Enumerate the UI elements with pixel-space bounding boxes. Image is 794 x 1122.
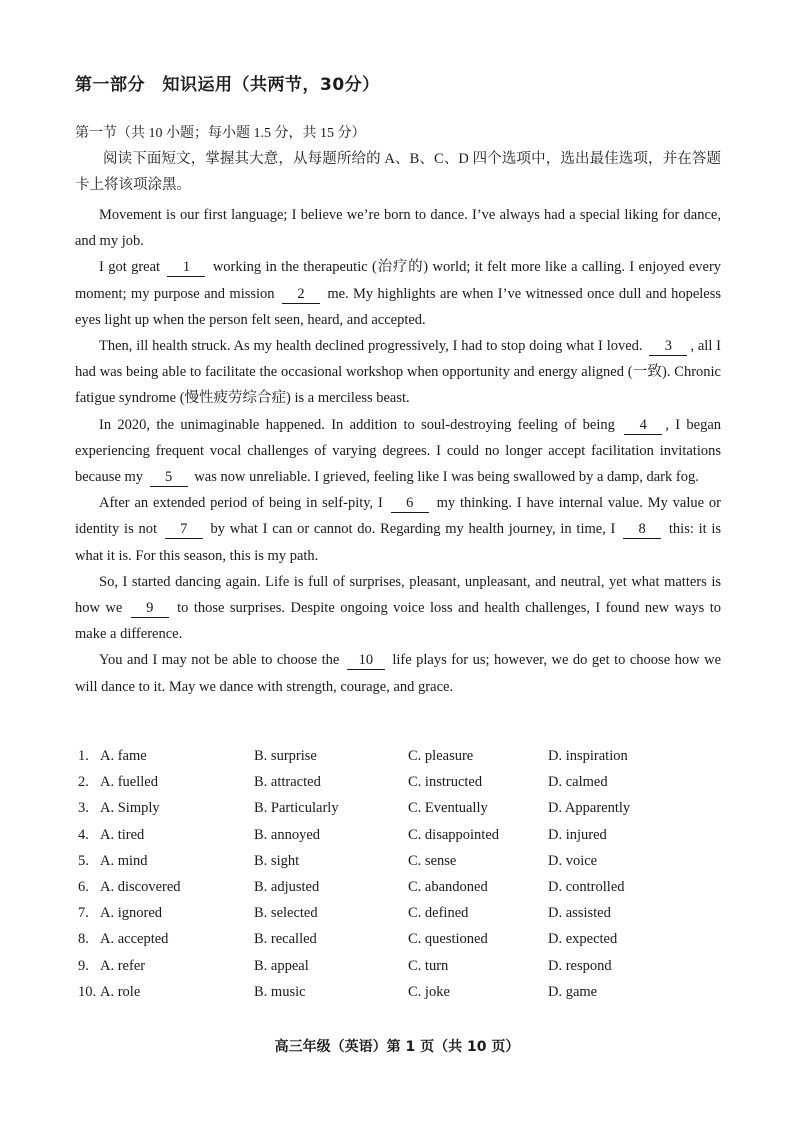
option-c: C. pleasure — [408, 748, 474, 764]
text-segment: I got great — [99, 259, 161, 276]
text-segment: Then, ill health struck. As my health declined progressively, I had to stop doing what I loved. — [99, 338, 643, 355]
option-a: A. refer — [100, 957, 146, 974]
option-row — [78, 748, 738, 774]
question-number: 5. — [78, 852, 89, 869]
option-a: A. ignored — [100, 905, 163, 922]
text-segment: this: it is what it is. For this season, this is my path. — [75, 521, 722, 564]
option-d: D. game — [548, 983, 598, 1000]
option-c: C. sense — [408, 852, 457, 869]
blank-1: 1 — [167, 259, 205, 277]
option-row — [78, 853, 738, 879]
text-segment: You and I may not be able to choose the — [99, 652, 340, 669]
blank-10: 10 — [347, 652, 385, 670]
blank-3: 3 — [649, 338, 687, 356]
paragraph-3 — [75, 333, 721, 412]
option-d: D. calmed — [548, 774, 608, 791]
text-segment: In 2020, the unimaginable happened. In addition to soul-destroying feeling of being — [99, 416, 615, 433]
text-segment: , I began experiencing frequent vocal challenges of varying degrees. I could no longer accept facilitation invitations because my — [75, 416, 722, 486]
option-c: C. abandoned — [408, 878, 488, 895]
subsection-title: 第一节（共 10 小题；每小题 1.5 分，共 15 分） — [75, 126, 366, 141]
option-b: B. Particularly — [254, 800, 339, 817]
option-c: C. questioned — [408, 931, 488, 948]
cloze-passage — [75, 202, 721, 700]
section-title: 第一部分 知识运用（共两节，30分） — [75, 75, 380, 95]
option-row — [78, 958, 738, 984]
blank-2: 2 — [282, 286, 320, 304]
option-b: B. annoyed — [254, 826, 321, 843]
question-number: 4. — [78, 826, 89, 843]
option-row — [78, 800, 738, 826]
option-a: A. mind — [100, 852, 148, 869]
paragraph-2 — [75, 254, 721, 333]
option-b: B. recalled — [254, 931, 317, 948]
option-row — [78, 984, 738, 1010]
option-d: D. assisted — [548, 905, 611, 922]
option-a: A. fuelled — [100, 774, 158, 791]
option-d: D. respond — [548, 957, 612, 974]
blank-7: 7 — [165, 521, 203, 539]
option-c: C. defined — [408, 905, 469, 922]
option-a: A. accepted — [100, 931, 169, 948]
option-c: C. turn — [408, 957, 449, 974]
option-a: A. role — [100, 983, 141, 1000]
option-d: D. inspiration — [548, 748, 628, 764]
blank-4: 4 — [624, 417, 662, 435]
text-segment: me. My highlights are when I’ve witnessed once dull and hopeless eyes light up when the person felt seen, heard, and accepted. — [75, 285, 722, 328]
blank-5: 5 — [150, 469, 188, 487]
text-segment: So, I started dancing again. Life is full of surprises, pleasant, unpleasant, and neutral, yet what matters is how we — [75, 573, 721, 617]
paragraph-7 — [75, 647, 721, 699]
option-row — [78, 879, 738, 905]
option-c: C. disappointed — [408, 826, 500, 843]
option-a: A. tired — [100, 826, 145, 843]
text-segment: working in the therapeutic (治疗的) world; it felt more like a calling. I enjoyed every moment; my purpose and mission — [75, 259, 722, 302]
option-c: C. instructed — [408, 774, 483, 791]
instruction-text: 阅读下面短文，掌握其大意，从每题所给的 A、B、C、D 四个选项中，选出最佳选项，并在答题卡上将该项涂黑。 — [75, 151, 721, 193]
option-d: D. controlled — [548, 878, 625, 895]
option-a: A. discovered — [100, 878, 181, 895]
option-row — [78, 774, 738, 800]
page-footer: 高三年级（英语）第 1 页（共 10 页） — [274, 1039, 520, 1055]
question-number: 10. — [78, 983, 97, 1000]
blank-8: 8 — [623, 521, 661, 539]
question-number: 9. — [78, 957, 89, 974]
blank-6: 6 — [391, 495, 429, 513]
option-row — [78, 827, 738, 853]
option-b: B. attracted — [254, 774, 321, 791]
answer-options — [78, 748, 738, 1010]
question-number: 3. — [78, 800, 89, 817]
text-segment: life plays for us; however, we do get to choose how we will dance to it. May we dance with strength, courage, and grace. — [75, 652, 722, 695]
question-number: 7. — [78, 905, 89, 922]
question-number: 8. — [78, 931, 89, 948]
option-a: A. Simply — [100, 800, 160, 817]
text-segment: my thinking. I have internal value. My value or identity is not — [75, 495, 722, 538]
blank-9: 9 — [131, 600, 169, 618]
option-d: D. injured — [548, 826, 607, 843]
option-d: D. expected — [548, 931, 618, 948]
text-segment: After an extended period of being in self-pity, I — [99, 495, 383, 512]
option-b: B. selected — [254, 905, 318, 922]
paragraph-1: Movement is our first language; I believe we’re born to dance. I’ve always had a special liking for dance, and my job. — [75, 207, 721, 250]
option-a: A. fame — [100, 748, 147, 764]
option-row — [78, 905, 738, 931]
paragraph-5 — [75, 490, 721, 569]
option-d: D. voice — [548, 852, 598, 869]
question-number: 6. — [78, 878, 89, 895]
question-number: 1. — [78, 748, 89, 764]
text-segment: to those surprises. Despite ongoing voice loss and health challenges, I found new ways to make a difference. — [75, 600, 721, 643]
text-segment: , all I had was being able to facilitate the occasional workshop when opportunity and energy aligned (一致). Chronic fatigue syndrome (慢性疲劳综合症) is a merciless beast. — [75, 338, 722, 407]
text-segment: by what I can or cannot do. Regarding my health journey, in time, I — [210, 521, 616, 538]
option-d: D. Apparently — [548, 800, 631, 817]
option-b: B. surprise — [254, 748, 317, 764]
option-b: B. sight — [254, 852, 300, 869]
question-number: 2. — [78, 774, 89, 791]
option-c: C. joke — [408, 983, 450, 1000]
option-b: B. music — [254, 983, 306, 1000]
option-row — [78, 931, 738, 957]
paragraph-6 — [75, 569, 721, 648]
option-b: B. adjusted — [254, 878, 320, 895]
paragraph-4 — [75, 412, 721, 491]
option-c: C. Eventually — [408, 800, 488, 817]
text-segment: was now unreliable. I grieved, feeling like I was being swallowed by a damp, dark fog. — [194, 469, 699, 486]
option-b: B. appeal — [254, 957, 309, 974]
